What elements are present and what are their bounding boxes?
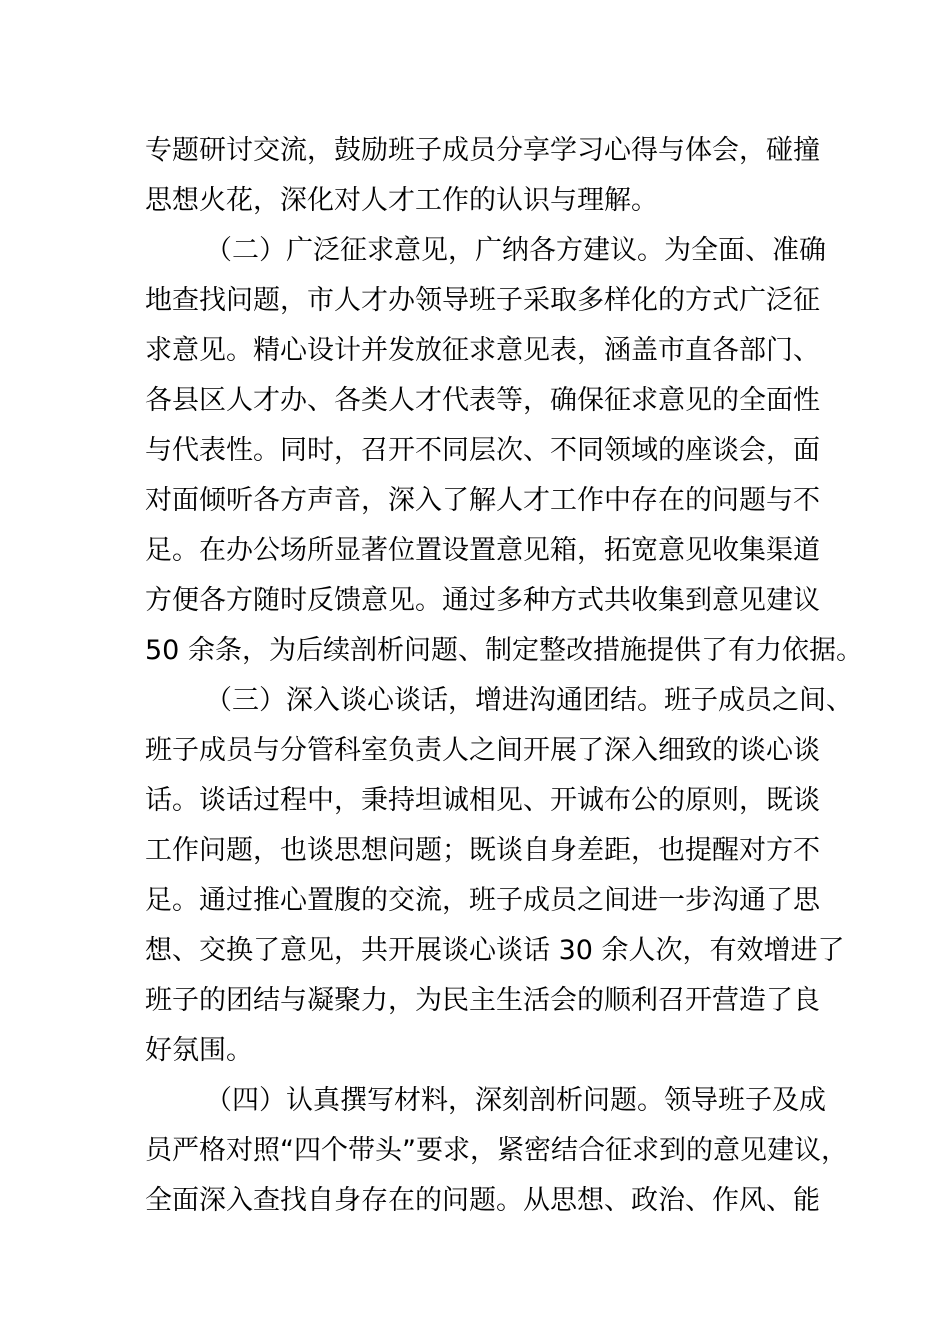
text-line: 思想火花，深化对人才工作的认识与理解。: [145, 185, 658, 216]
text-line: 工作问题，也谈思想问题；既谈自身差距，也提醒对方不: [145, 835, 820, 866]
section-heading-line: （三）深入谈心谈话，增进沟通团结。班子成员之间、: [205, 685, 853, 716]
text-line: 话。谈话过程中，秉持坦诚相见、开诚布公的原则，既谈: [145, 785, 820, 816]
text-line: 专题研讨交流，鼓励班子成员分享学习心得与体会，碰撞: [145, 135, 820, 166]
text-line: 地查找问题，市人才办领导班子采取多样化的方式广泛征: [145, 285, 820, 316]
section-heading-line: （四）认真撰写材料，深刻剖析问题。领导班子及成: [205, 1085, 826, 1116]
text-line: 求意见。精心设计并发放征求意见表，涵盖市直各部门、: [145, 335, 820, 366]
text-line: 各县区人才办、各类人才代表等，确保征求意见的全面性: [145, 385, 820, 416]
text-line: 足。在办公场所显著位置设置意见箱，拓宽意见收集渠道: [145, 535, 820, 566]
text-line: 员严格对照“四个带头”要求，紧密结合征求到的意见建议，: [145, 1135, 848, 1166]
section-heading-line: （二）广泛征求意见，广纳各方建议。为全面、准确: [205, 235, 826, 266]
text-line: 想、交换了意见，共开展谈心谈话 30 余人次，有效增进了: [145, 935, 845, 966]
text-line: 好氛围。: [145, 1035, 253, 1066]
text-line: 与代表性。同时，召开不同层次、不同领域的座谈会，面: [145, 435, 820, 466]
text-line: 班子成员与分管科室负责人之间开展了深入细致的谈心谈: [145, 735, 820, 766]
text-line: 方便各方随时反馈意见。通过多种方式共收集到意见建议: [145, 585, 820, 616]
text-line: 50 余条，为后续剖析问题、制定整改措施提供了有力依据。: [145, 635, 863, 666]
text-line: 足。通过推心置腹的交流，班子成员之间进一步沟通了思: [145, 885, 820, 916]
text-line: 对面倾听各方声音，深入了解人才工作中存在的问题与不: [145, 485, 820, 516]
text-line: 班子的团结与凝聚力，为民主生活会的顺利召开营造了良: [145, 985, 820, 1016]
text-line: 全面深入查找自身存在的问题。从思想、政治、作风、能: [145, 1185, 820, 1216]
